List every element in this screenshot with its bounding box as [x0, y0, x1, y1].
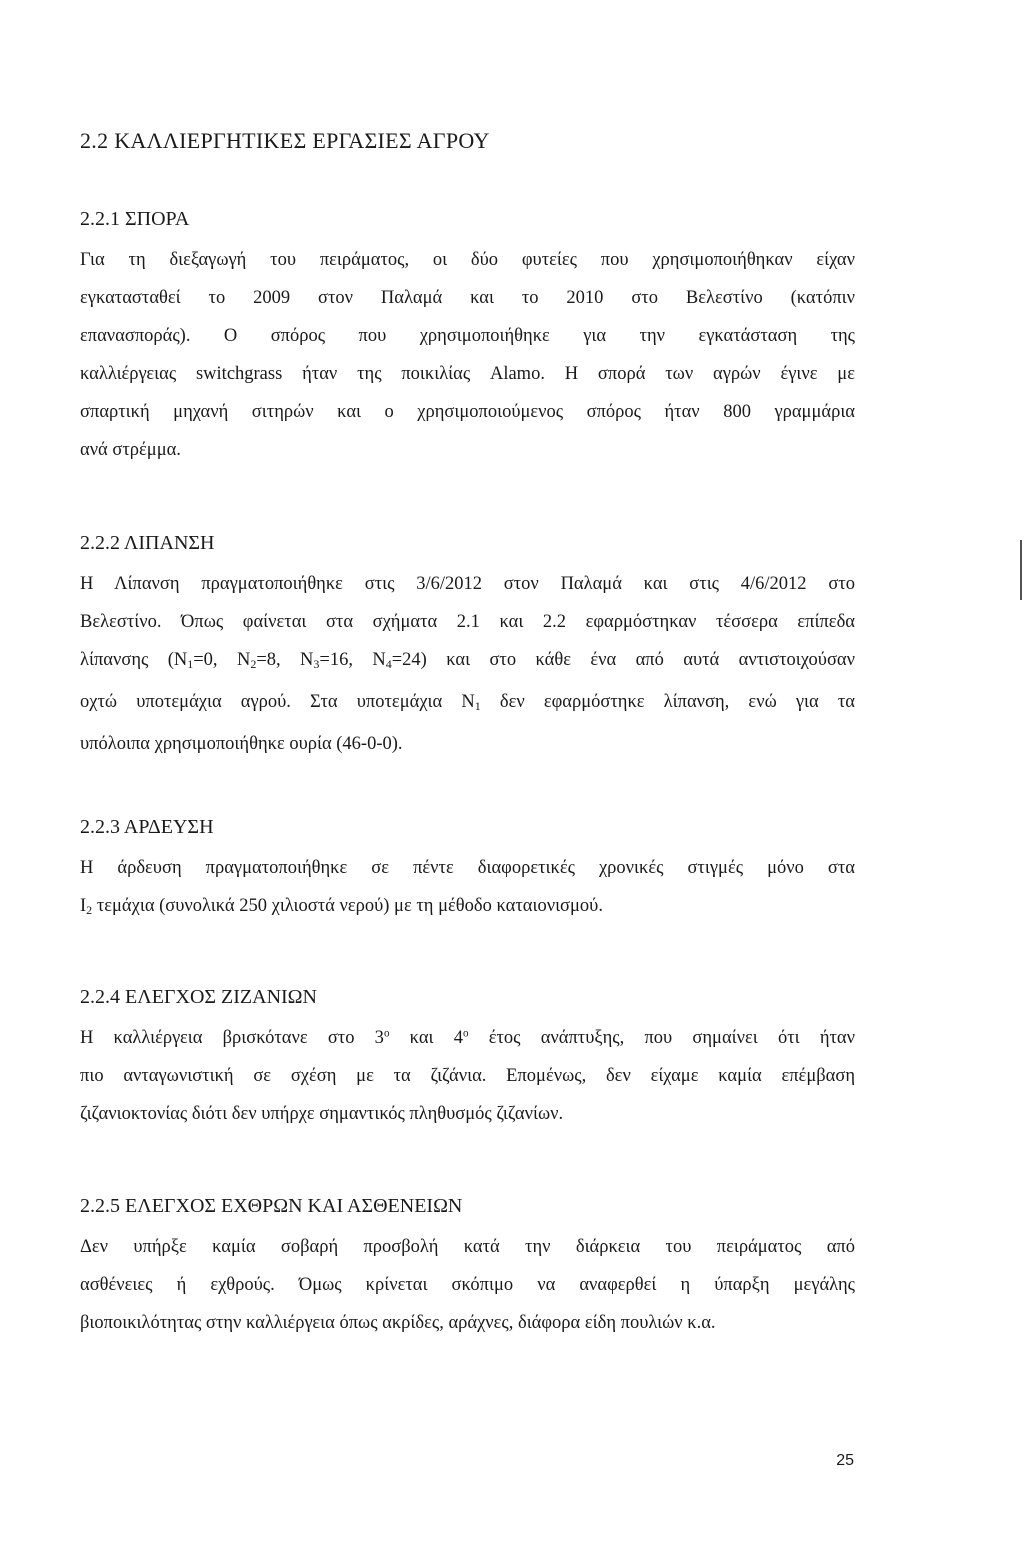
- paragraph-line: ζιζανιοκτονίας διότι δεν υπήρχε σημαντικός πληθυσμός ζιζανίων.: [80, 1104, 564, 1124]
- section-paragraph: [80, 565, 855, 763]
- section-title: 2.2.1 ΣΠΟΡΑ: [80, 208, 190, 230]
- paragraph-line: βιοποικιλότητας στην καλλιέργεια όπως ακρίδες, αράχνες, διάφορα είδη πουλιών κ.α.: [80, 1313, 716, 1333]
- section-title: 2.2.5 ΕΛΕΓΧΟΣ ΕΧΘΡΩΝ ΚΑΙ ΑΣΘΕΝΕΙΩΝ: [80, 1195, 463, 1217]
- paragraph-line: υπόλοιπα χρησιμοποιήθηκε ουρία (46-0-0).: [80, 734, 403, 754]
- paragraph-line: λίπανσης ($N_1=0$, $N_2=8$, $N_3=16$, $N_4=24$) και στο κάθε ένα από αυτά αντιστοιχούσαν: [80, 650, 855, 671]
- paragraph-line: ανά στρέμμα.: [80, 440, 181, 460]
- section-irrigation: [80, 816, 855, 929]
- paragraph-line: Η άρδευση πραγματοποιήθηκε σε πέντε διαφορετικές χρονικές στιγμές μόνο στα: [80, 858, 855, 878]
- paragraph-line: οχτώ υποτεμάχια αγρού. Στα υποτεμάχια $N_1$ δεν εφαρμόστηκε λίπανση, ενώ για τα: [80, 692, 855, 713]
- section-title: 2.2.2 ΛΙΠΑΝΣΗ: [80, 532, 215, 554]
- section-title: 2.2.4 ΕΛΕΓΧΟΣ ΖΙΖΑΝΙΩΝ: [80, 986, 317, 1008]
- section-paragraph: [80, 1228, 855, 1342]
- page-number: 25: [836, 1452, 854, 1469]
- section-weed-control: [80, 986, 855, 1133]
- paragraph-line: ασθένειες ή εχθρούς. Όμως κρίνεται σκόπιμο να αναφερθεί η ύπαρξη μεγάλης: [80, 1275, 855, 1295]
- paragraph-line: καλλιέργειας switchgrass ήταν της ποικιλίας Alamo. Η σπορά των αγρών έγινε με: [80, 364, 855, 384]
- paragraph-line: Δεν υπήρξε καμία σοβαρή προσβολή κατά την διάρκεια του πειράματος από: [80, 1237, 855, 1257]
- paragraph-line: επανασποράς). Ο σπόρος που χρησιμοποιήθηκε για την εγκατάσταση της: [80, 326, 855, 346]
- section-pest-disease-control: [80, 1195, 855, 1342]
- section-paragraph: [80, 241, 855, 469]
- paragraph-line: Η καλλιέργεια βρισκότανε στο $3^o$ και $4^o$ έτος ανάπτυξης, που σημαίνει ότι ήταν: [80, 1027, 855, 1048]
- paragraph-line: $I_2$ τεμάχια (συνολικά 250 χιλιοστά νερού) με τη μέθοδο καταιονισμού.: [80, 896, 603, 917]
- paragraph-line: Για τη διεξαγωγή του πειράματος, οι δύο φυτείες που χρησιμοποιήθηκαν είχαν: [80, 250, 855, 270]
- paragraph-line: εγκατασταθεί το 2009 στον Παλαμά και το 2010 στο Βελεστίνο (κατόπιν: [80, 288, 855, 308]
- paragraph-line: σπαρτική μηχανή σιτηρών και ο χρησιμοποιούμενος σπόρος ήταν 800 γραμμάρια: [80, 402, 855, 422]
- paragraph-line: πιο ανταγωνιστική σε σχέση με τα ζιζάνια. Επομένως, δεν είχαμε καμία επέμβαση: [80, 1066, 855, 1086]
- section-fertilization: [80, 532, 855, 763]
- section-sowing: [80, 208, 855, 469]
- section-paragraph: [80, 849, 855, 929]
- section-title: 2.2.3 ΑΡΔΕΥΣΗ: [80, 816, 214, 838]
- paragraph-line: Βελεστίνο. Όπως φαίνεται στα σχήματα 2.1 και 2.2 εφαρμόστηκαν τέσσερα επίπεδα: [80, 612, 855, 632]
- section-paragraph: [80, 1019, 855, 1133]
- scan-margin-mark: [1020, 540, 1022, 600]
- paragraph-line: Η Λίπανση πραγματοποιήθηκε στις 3/6/2012 στον Παλαμά και στις 4/6/2012 στο: [80, 574, 855, 594]
- chapter-heading: 2.2 ΚΑΛΛΙΕΡΓΗΤΙΚΕΣ ΕΡΓΑΣΙΕΣ ΑΓΡΟΥ: [80, 128, 490, 153]
